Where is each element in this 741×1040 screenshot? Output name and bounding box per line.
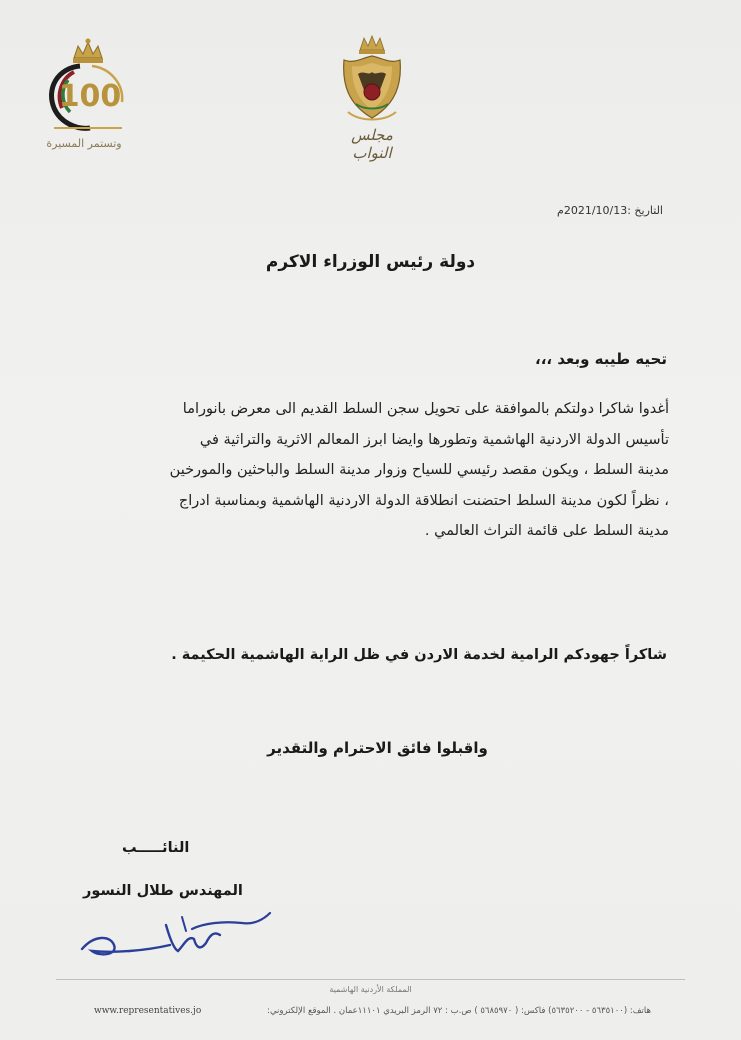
footer-divider <box>56 979 685 980</box>
letter-date: التاريخ :2021/10/13م <box>557 204 663 217</box>
centennial-100-logo <box>40 36 136 136</box>
parliament-name: مجلس النواب <box>351 126 393 162</box>
footer-contact: هاتف: (٥٦٣٥١٠٠ - ٥٦٣٥٢٠٠) فاكس: ( ٥٦٨٥٩٧٠ ) ص.ب : ٧٢ الرمز البريدي ١١١٠١عمان . الموقع الإلكتروني: <box>267 1006 651 1016</box>
svg-text:100: 100 <box>58 79 122 114</box>
letter-body <box>69 394 669 547</box>
addressee: دولة رئيس الوزراء الاكرم <box>265 252 476 272</box>
thanks-line: شاكراً جهودكم الرامية لخدمة الاردن في ظل الراية الهاشمية الحكيمة . <box>171 647 667 663</box>
footer-organization: المملكة الأردنية الهاشمية <box>329 985 412 994</box>
logo-tagline: وتستمر المسيرة <box>46 137 122 150</box>
coat-of-arms-emblem <box>334 34 410 124</box>
signer-name: المهندس طلال النسور <box>83 883 243 899</box>
body-line: تأسيس الدولة الاردنية الهاشمية وتطورها وايضا ابرز المعالم الاثرية والتراثية في <box>199 431 669 448</box>
body-line: أغدوا شاكرا دولتكم بالموافقة على تحويل سجن السلط القديم الى معرض بانوراما <box>182 401 669 417</box>
closing-line: واقبلوا فائق الاحترام والتقدير <box>267 739 488 757</box>
body-line: ، نظراً لكون مدينة السلط احتضنت انطلاقة الدولة الاردنية الهاشمية وبمناسبة ادراج <box>178 492 669 509</box>
handwritten-signature <box>74 905 274 965</box>
greeting: تحيه طيبه وبعد ،،، <box>535 350 667 368</box>
deputy-title: النائـــــب <box>122 840 190 856</box>
footer-website-link[interactable]: www.representatives.jo <box>94 1006 202 1016</box>
body-line: مدينة السلط على قائمة التراث العالمي . <box>424 523 669 539</box>
body-line: مدينة السلط ، ويكون مقصد رئيسي للسياح وزوار مدينة السلط والباحثين والمورخين <box>169 462 669 478</box>
